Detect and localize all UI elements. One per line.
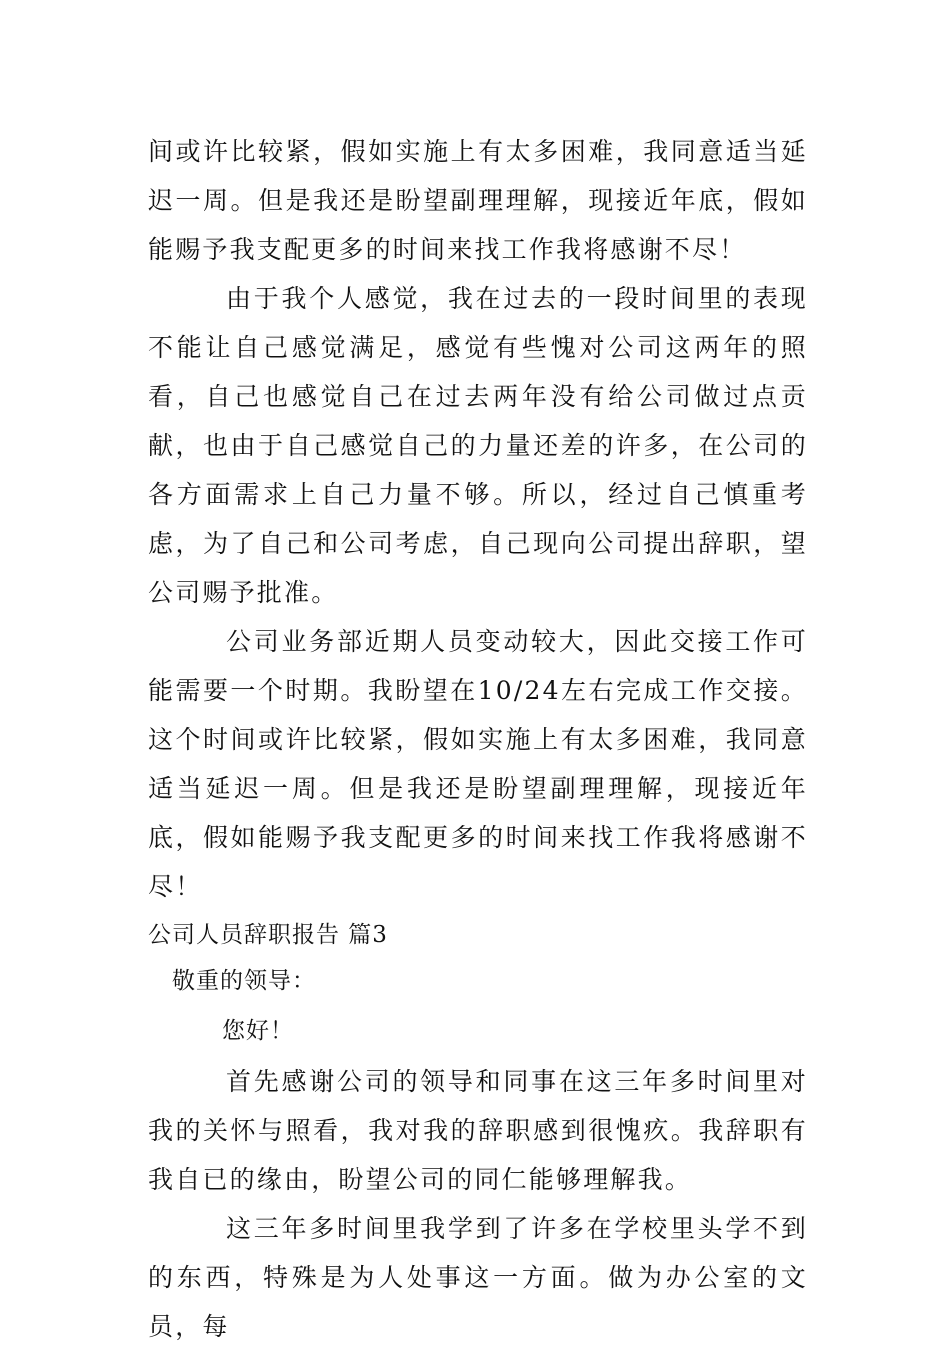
paragraph-self-assessment: 由于我个人感觉，我在过去的一段时间里的表现不能让自己感觉满足，感觉有些愧对公司这两年的照看，自己也感觉自己在过去两年没有给公司做过点贡献，也由于自己感觉自己的力量还差的许多，在公司的各方面需求上自己力量不够。所以，经过自己慎重考虑，为了自己和公司考虑，自己现向公司提出辞职，望公司赐予批准。 bbox=[148, 284, 808, 607]
paragraph-thanks: 首先感谢公司的领导和同事在这三年多时间里对我的关怀与照看，我对我的辞职感到很愧疚。我辞职有我自已的缘由，盼望公司的同仁能够理解我。 bbox=[148, 1067, 808, 1194]
salutation: 敬重的领导： bbox=[172, 968, 316, 994]
paragraph-learning: 这三年多时间里我学到了许多在学校里头学不到的东西，特殊是为人处事这一方面。做为办公室的文员，每 bbox=[148, 1214, 808, 1341]
greeting: 您好！ bbox=[222, 1018, 294, 1044]
section-heading: 公司人员辞职报告 篇3 bbox=[148, 922, 388, 948]
paragraph-handover: 公司业务部近期人员变动较大，因此交接工作可能需要一个时期。我盼望在10/24左右完成工作交接。这个时间或许比较紧，假如实施上有太多困难，我同意适当延迟一周。但是我还是盼望副理理解，现接近年底，假如能赐予我支配更多的时间来找工作我将感谢不尽！ bbox=[148, 627, 808, 901]
paragraph-continuation: 间或许比较紧，假如实施上有太多困难，我同意适当延迟一周。但是我还是盼望副理理解，现接近年底，假如能赐予我支配更多的时间来找工作我将感谢不尽！ bbox=[148, 137, 808, 264]
document-body bbox=[148, 127, 808, 1351]
